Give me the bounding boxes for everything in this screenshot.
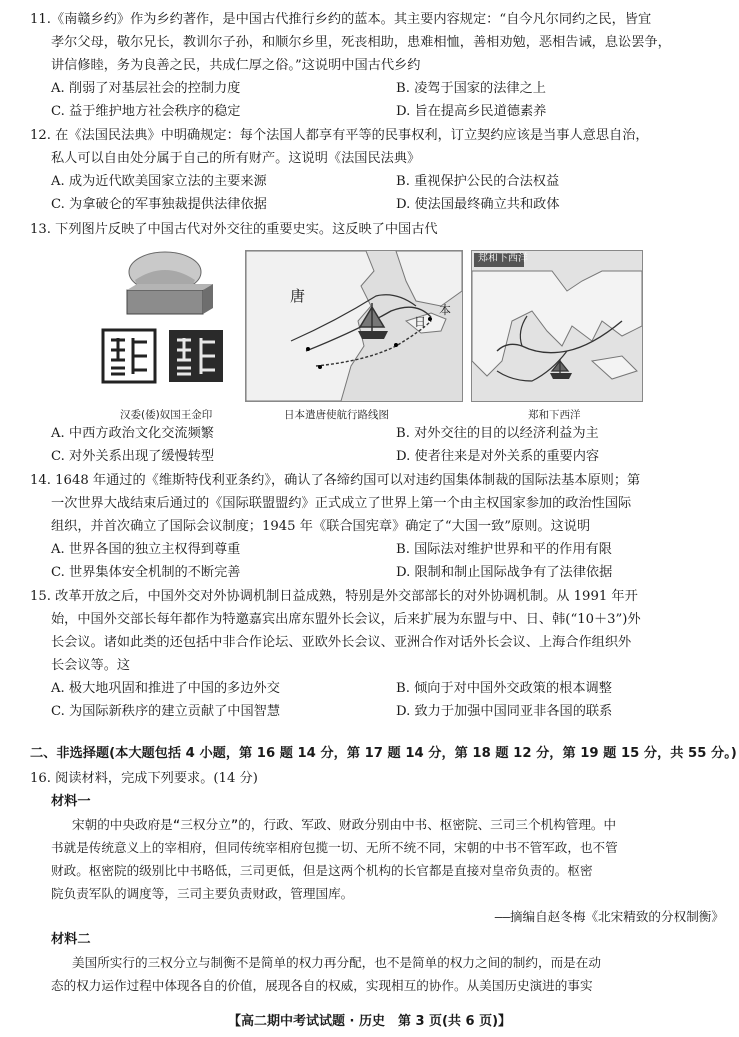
material-1-title: 材料一 (51, 794, 91, 809)
material-1-line: 院负责军队的调度等，三司主要负责财政，管理国库。 (51, 886, 354, 901)
q15-option-a[interactable]: A. 极大地巩固和推进了中国的多边外交 (51, 681, 280, 696)
q14-option-a[interactable]: A. 世界各国的独立主权得到尊重 (51, 542, 241, 557)
material-1-line: 财政。枢密院的级别比中书略低，三司更低，但是这两个机构的长官都是直接对皇帝负责的。枢密 (51, 863, 593, 878)
q14-stem-line: 14. 1648 年通过的《维斯特伐利亚条约》，确认了各缔约国可以对违约国集体制裁的国际法基本原则；第 (30, 473, 641, 488)
q14-option-b[interactable]: B. 国际法对维护世界和平的作用有限 (396, 542, 612, 557)
zheng-he-map-title: 郑和下西洋 (478, 253, 528, 264)
q15-option-c[interactable]: C. 为国际新秩序的建立贡献了中国智慧 (51, 704, 281, 719)
q14-option-c[interactable]: C. 世界集体安全机制的不断完善 (51, 565, 241, 580)
material-2-line: 态的权力运作过程中体现各自的价值，展现各自的权威，实现相互的协作。从美国历史演进的事实 (51, 978, 593, 993)
q11-stem-line: 11.《南赣乡约》作为乡约著作，是中国古代推行乡约的蓝本。其主要内容规定：“自今凡尔同约之民，皆宜 (30, 12, 652, 27)
q11-option-b[interactable]: B. 凌驾于国家的法律之上 (396, 81, 546, 96)
q15-option-d[interactable]: D. 致力于加强中国同亚非各国的联系 (396, 704, 613, 719)
q14-option-d[interactable]: D. 限制和制止国际战争有了法律依据 (396, 565, 613, 580)
q14-stem-line: 组织，并首次确立了国际会议制度；1945 年《联合国宪章》确定了“大国一致”原则。这说明 (51, 519, 591, 534)
q13-figures (0, 250, 739, 422)
question-16 (30, 767, 724, 997)
question-12 (30, 124, 718, 216)
material-1-citation: ——摘编自赵冬梅《北宋精致的分权制衡》 (494, 909, 724, 924)
q11-option-c[interactable]: C. 益于维护地方社会秩序的稳定 (51, 104, 241, 119)
caption-envoy-route: 日本遣唐使航行路线图 (284, 409, 389, 421)
q12-option-b[interactable]: B. 重视保护公民的合法权益 (396, 174, 560, 189)
q13-option-b[interactable]: B. 对外交往的目的以经济利益为主 (396, 426, 599, 441)
page-footer: 【高二期中考试试题 · 历史 第 3 页(共 6 页)】 (227, 1014, 512, 1029)
material-2-title: 材料二 (51, 932, 91, 947)
q11-stem-line: 孝尔父母，敬尔兄长，教训尔子孙，和顺尔乡里，死丧相助，患难相恤，善相劝勉，恶相告诫，息讼罢争， (51, 35, 671, 50)
question-13 (30, 218, 718, 241)
envoy-route-map (245, 250, 463, 402)
gold-seal-figure (95, 250, 235, 400)
q13-stem-line: 13. 下列图片反映了中国古代对外交往的重要史实。这反映了中国古代 (30, 222, 438, 237)
question-14 (30, 469, 718, 584)
q11-option-a[interactable]: A. 削弱了对基层社会的控制力度 (51, 81, 241, 96)
envoy-route-map-image (246, 251, 462, 401)
caption-zheng-he: 郑和下西洋 (528, 409, 581, 421)
material-1-line: 书就是传统意义上的宰相府，但同传统宰相府包揽一切、无所不统不同，宋朝的中书不管军政，也不管 (51, 840, 618, 855)
q15-stem-line: 长会议等。这 (51, 658, 131, 673)
q15-stem-line: 15. 改革开放之后，中国外交对外协调机制日益成熟，特别是外交部部长的对外协调机制。从 1991 年开 (30, 589, 638, 604)
q13-option-a[interactable]: A. 中西方政治文化交流频繁 (51, 426, 214, 441)
section-2-title: 二、非选择题(本大题包括 4 小题，第 16 题 14 分，第 17 题 14 分，第 18 题 12 分，第 19 题 15 分，共 55 分。) (30, 746, 737, 761)
question-15 (30, 585, 718, 723)
map-label-tang: 唐 (290, 287, 306, 305)
q15-stem-line: 始，中国外交部长每年都作为特邀嘉宾出席东盟外长会议，后来扩展为东盟与中、日、韩(“10＋3”)外 (51, 612, 641, 627)
q16-intro: 16. 阅读材料，完成下列要求。(14 分) (30, 771, 258, 786)
q12-option-a[interactable]: A. 成为近代欧美国家立法的主要来源 (51, 174, 267, 189)
map-label-ben: 本 (439, 303, 452, 317)
question-13-options (30, 422, 718, 468)
q12-stem-line: 私人可以自由处分属于自己的所有财产。这说明《法国民法典》 (51, 151, 421, 166)
gold-seal-image (95, 250, 235, 400)
q12-option-c[interactable]: C. 为拿破仑的军事独裁提供法律依据 (51, 197, 267, 212)
q12-stem-line: 12. 在《法国民法典》中明确规定：每个法国人都享有平等的民事权利，订立契约应该是当事人意思自治， (30, 128, 649, 143)
q15-stem-line: 长会议。诸如此类的还包括中非合作论坛、亚欧外长会议、亚洲合作对话外长会议、上海合作组织外 (51, 635, 632, 650)
map-label-ri: 日 (414, 315, 427, 329)
q13-option-d[interactable]: D. 使者往来是对外关系的重要内容 (396, 449, 600, 464)
q14-stem-line: 一次世界大战结束后通过的《国际联盟盟约》正式成立了世界上第一个由主权国家参加的政治性国际 (51, 496, 632, 511)
q12-option-d[interactable]: D. 使法国最终确立共和政体 (396, 197, 560, 212)
material-2-line: 美国所实行的三权分立与制衡不是简单的权力再分配，也不是简单的权力之间的制约，而是在动 (72, 955, 601, 970)
q11-stem-line: 讲信修睦，务为良善之民，共成仁厚之俗。”这说明中国古代乡约 (51, 58, 421, 73)
material-1-line: 宋朝的中央政府是“三权分立”的，行政、军政、财政分别由中书、枢密院、三司三个机构管理。中 (72, 817, 617, 832)
question-11 (30, 8, 718, 123)
q15-option-b[interactable]: B. 倾向于对中国外交政策的根本调整 (396, 681, 612, 696)
q13-option-c[interactable]: C. 对外关系出现了缓慢转型 (51, 449, 215, 464)
zheng-he-map (471, 250, 643, 402)
q11-option-d[interactable]: D. 旨在提高乡民道德素养 (396, 104, 547, 119)
caption-gold-seal: 汉委(倭)奴国王金印 (120, 409, 213, 421)
zheng-he-map-image (472, 251, 642, 401)
